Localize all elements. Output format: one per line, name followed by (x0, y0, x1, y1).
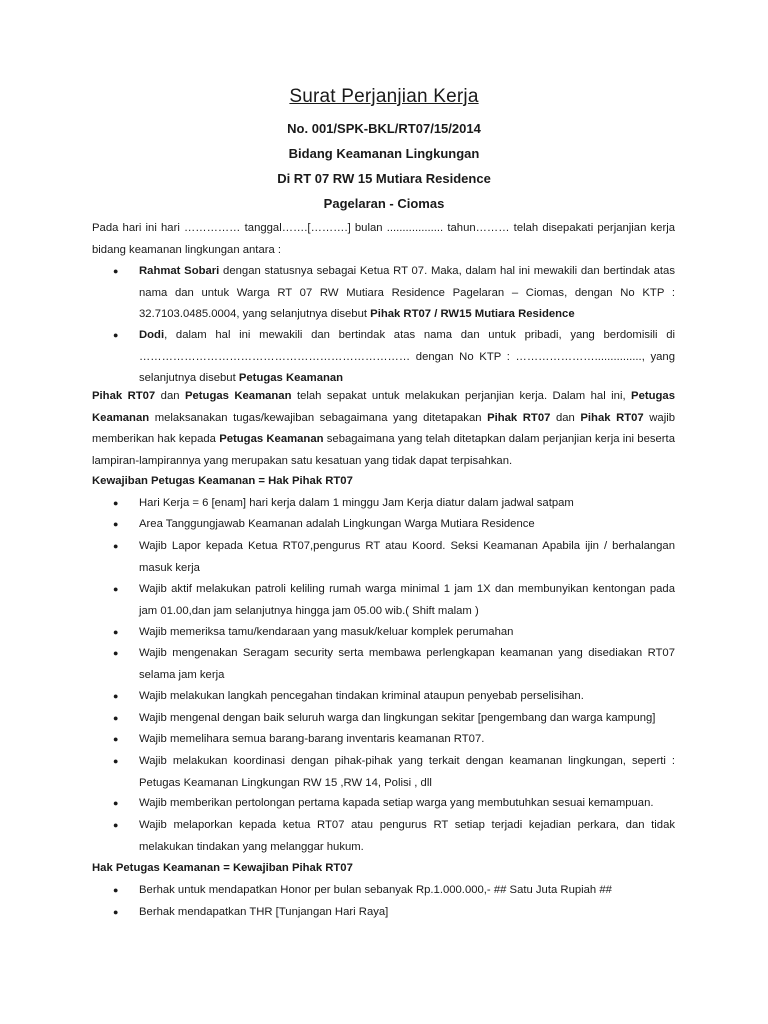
bold-term: Pihak RT07 (92, 390, 156, 402)
bullet-icon: ● (113, 798, 119, 808)
document-number: No. 001/SPK-BKL/RT07/15/2014 (287, 121, 481, 136)
bullet-icon: ● (113, 907, 119, 917)
obligation-item: Wajib Lapor kepada Ketua RT07,pengurus RT atau Koord. Seksi Keamanan Apabila ijin / berhalangan masuk kerja (139, 540, 675, 574)
obligation-item: Wajib aktif melakukan patroli keliling rumah warga minimal 1 jam 1X dan membunyikan kentongan pada jam 01.00,dan jam selanjutnya hingga jam 05.00 wib.( Shift malam ) (139, 583, 675, 617)
text-segment: telah sepakat untuk melakukan perjanjian kerja. Dalam hal ini, (291, 390, 632, 402)
text-segment: melaksanakan tugas/kewajiban sebagaimana yang ditetapakan (149, 411, 488, 424)
party-security (139, 325, 675, 390)
obligation-item: Wajib memelihara semua barang-barang inventaris keamanan RT07. (139, 733, 485, 745)
bullet-icon: ● (113, 519, 119, 529)
obligation-item: Wajib mengenakan Seragam security serta membawa perlengkapan keamanan yang disediakan RT07 selama jam kerja (139, 647, 675, 681)
bullet-icon: ● (113, 734, 119, 744)
party-name: Dodi (139, 329, 165, 341)
bullet-icon: ● (113, 627, 119, 637)
obligation-item: Wajib memeriksa tamu/kendaraan yang masuk/keluar komplek perumahan (139, 626, 514, 638)
text-segment: dan (155, 390, 185, 402)
party-description: dengan statusnya sebagai Ketua RT 07. Maka, dalam hal ini mewakili dan bertindak atas nama dan untuk Warga RT 07 RW Mutiara Residence Pagelaran – Ciomas, dengan No KTP : 32.7103.0485.0004, yang selanjutnya disebut (139, 265, 675, 320)
text-segment: dan (550, 411, 581, 424)
bullet-icon: ● (113, 885, 119, 895)
rights-heading: Hak Petugas Keamanan = Kewajiban Pihak RT07 (92, 862, 353, 874)
text-segment: sebagaimana yang telah ditetapkan dalam perjanjian kerja ini beserta lampiran-lampirannya yang merupakan satu kesatuan yang tidak dapat terpisahkan. (92, 433, 675, 467)
document-subject: Bidang Keamanan Lingkungan (288, 146, 480, 161)
bold-term: Pihak RT07 (580, 411, 644, 424)
bold-term: Pihak RT07 (487, 411, 551, 424)
party-name: Rahmat Sobari (139, 265, 220, 277)
obligation-item: Wajib melakukan langkah pencegahan tindakan kriminal ataupun penyebab perselisihan. (139, 690, 584, 702)
bullet-icon: ● (113, 691, 119, 701)
bullet-icon: ● (113, 648, 119, 658)
party-description: , dalam hal ini mewakili dan bertindak atas nama dan untuk pribadi, yang berdomisili di ……………………………………………………………… dengan No KTP : …………………..............., yang selanjutnya disebut (139, 329, 675, 384)
document-location: Di RT 07 RW 15 Mutiara Residence (277, 171, 491, 186)
rights-item: Berhak untuk mendapatkan Honor per bulan sebanyak Rp.1.000.000,- ## Satu Juta Rupiah ## (139, 884, 612, 896)
obligation-item: Wajib melakukan koordinasi dengan pihak-pihak yang terkait dengan keamanan lingkungan, seperti : Petugas Keamanan Lingkungan RW 15 ,RW 14, Polisi , dll (139, 755, 675, 789)
document-area: Pagelaran - Ciomas (323, 196, 445, 211)
obligation-item: Area Tanggungjawab Keamanan adalah Lingkungan Warga Mutiara Residence (139, 518, 535, 530)
bullet-icon: ● (113, 541, 119, 551)
bullet-icon: ● (113, 584, 119, 594)
obligation-item: Wajib melaporkan kepada ketua RT07 atau pengurus RT setiap terjadi kejadian perkara, dan tidak melakukan tindakan yang melanggar hukum. (139, 819, 675, 853)
bullet-icon: ● (113, 266, 119, 276)
rights-item: Berhak mendapatkan THR [Tunjangan Hari Raya] (139, 906, 389, 918)
bold-term: Petugas Keamanan (219, 433, 324, 445)
agreement-paragraph (92, 386, 675, 472)
obligations-heading: Kewajiban Petugas Keamanan = Hak Pihak RT07 (92, 475, 353, 487)
document-title: Surat Perjanjian Kerja (289, 86, 479, 107)
bullet-icon: ● (113, 713, 119, 723)
party-rt07 (139, 261, 675, 326)
obligation-item: Wajib memberikan pertolongan pertama kapada setiap warga yang membutuhkan sesuai kemampuan. (139, 797, 654, 809)
bullet-icon: ● (113, 756, 119, 766)
bullet-icon: ● (113, 498, 119, 508)
party-alias: Petugas Keamanan (238, 372, 344, 384)
bold-term: Petugas Keamanan (92, 390, 675, 424)
bullet-icon: ● (113, 330, 119, 340)
text-segment: wajib memberikan hak kepada (92, 411, 676, 445)
obligation-item: Hari Kerja = 6 [enam] hari kerja dalam 1 minggu Jam Kerja diatur dalam jadwal satpam (139, 497, 574, 509)
bullet-icon: ● (113, 820, 119, 830)
intro-paragraph: Pada hari ini hari …………… tanggal…….[……….] bulan .................. tahun……… telah disepakati perjanjian kerja bidang keamanan lingkungan antara : (92, 222, 675, 256)
bold-term: Petugas Keamanan (184, 390, 292, 402)
party-alias: Pihak RT07 / RW15 Mutiara Residence (370, 308, 575, 320)
obligation-item: Wajib mengenal dengan baik seluruh warga dan lingkungan sekitar [pengembang dan warga kampung] (139, 712, 656, 724)
